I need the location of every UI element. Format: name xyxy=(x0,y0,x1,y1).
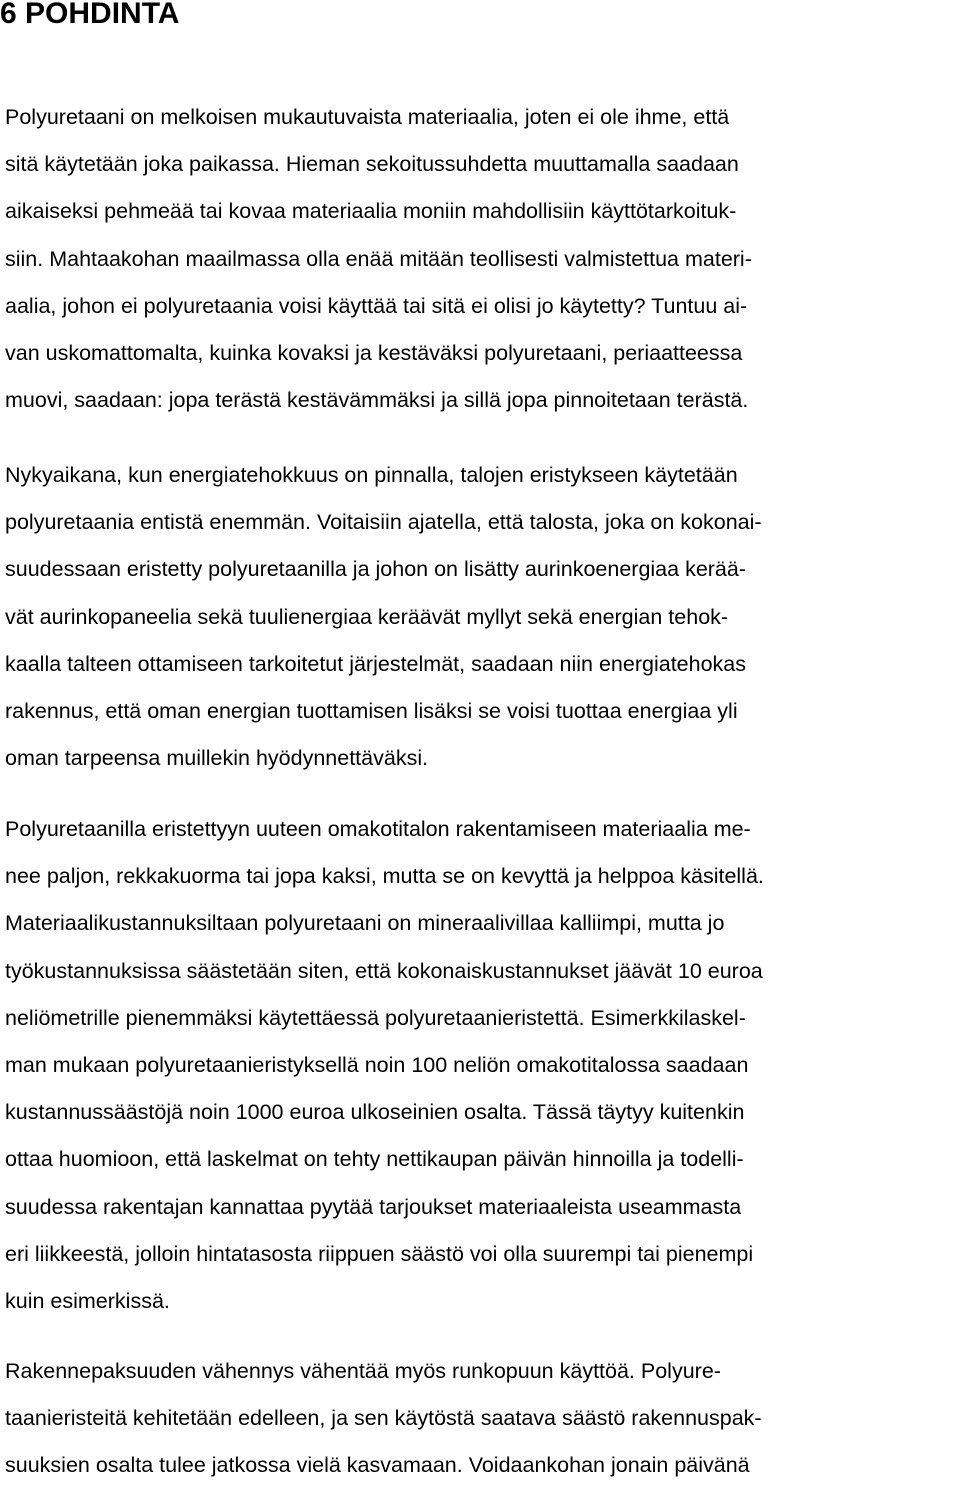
text-line: eri liikkeestä, jolloin hintatasosta riippuen säästö voi olla suurempi tai pienempi xyxy=(5,1241,754,1266)
text-line: Rakennepaksuuden vähennys vähentää myös runkopuun käyttöä. Polyure- xyxy=(5,1359,721,1383)
text-line: oman tarpeensa muillekin hyödynnettäväksi. xyxy=(5,746,429,771)
text-line: van uskomattomalta, kuinka kovaksi ja kestäväksi polyuretaani, periaatteessa xyxy=(5,340,743,365)
text-line: neliömetrille pienemmäksi käytettäessä polyuretaanieristettä. Esimerkkilaskel- xyxy=(5,1005,746,1030)
text-line: suuksien osalta tulee jatkossa vielä kasvamaan. Voidaankohan jonain päivänä xyxy=(5,1453,750,1478)
text-line: kaalla talteen ottamiseen tarkoitetut järjestelmät, saadaan niin energiatehokas xyxy=(5,651,747,676)
text-line: kustannussäästöjä noin 1000 euroa ulkoseinien osalta. Tässä täytyy kuitenkin xyxy=(5,1100,745,1125)
paragraph-4 xyxy=(5,1348,762,1490)
text-line: taanieristeitä kehitetään edelleen, ja sen käytöstä saatava säästö rakennuspak- xyxy=(5,1406,762,1431)
text-line: polyuretaania entistä enemmän. Voitaisiin ajatella, että talosta, joka on kokonai- xyxy=(5,510,762,535)
text-line: ottaa huomioon, että laskelmat on tehty nettikaupan päivän hinnoilla ja todelli- xyxy=(5,1147,744,1172)
text-line: kuin esimerkissä. xyxy=(5,1288,170,1313)
text-line: suudessa rakentajan kannattaa pyytää tarjoukset materiaaleista useammasta xyxy=(5,1194,742,1219)
paragraph-1 xyxy=(5,94,752,424)
text-line: Nykyaikana, kun energiatehokkuus on pinnalla, talojen eristykseen käytetään xyxy=(5,463,738,487)
text-line: muovi, saadaan: jopa terästä kestävämmäksi ja sillä jopa pinnoitetaan terästä. xyxy=(5,388,749,413)
text-line: suudessaan eristetty polyuretaanilla ja johon on lisätty aurinkoenergiaa kerää- xyxy=(5,557,747,582)
text-line: siin. Mahtaakohan maailmassa olla enää mitään teollisesti valmistettua materi- xyxy=(5,246,752,271)
text-line: Polyuretaanilla eristettyyn uuteen omakotitalon rakentamiseen materiaalia me- xyxy=(5,817,751,841)
paragraph-3 xyxy=(5,806,764,1325)
text-line: aikaiseksi pehmeää tai kovaa materiaalia moniin mahdollisiin käyttötarkoituk- xyxy=(5,199,737,224)
text-line: Materiaalikustannuksiltaan polyuretaani on mineraalivillaa kalliimpi, mutta jo xyxy=(5,911,725,936)
text-line: rakennus, että oman energian tuottamisen lisäksi se voisi tuottaa energiaa yli xyxy=(5,698,738,723)
text-line: työkustannuksissa säästetään siten, että kokonaiskustannukset jäävät 10 euroa xyxy=(5,958,763,983)
text-line: nee paljon, rekkakuorma tai jopa kaksi, mutta se on kevyttä ja helppoa käsitellä. xyxy=(5,864,764,889)
text-line: man mukaan polyuretaanieristyksellä noin 100 neliön omakotitalossa saadaan xyxy=(5,1052,749,1077)
text-line: Polyuretaani on melkoisen mukautuvaista materiaalia, joten ei ole ihme, että xyxy=(5,105,730,129)
text-line: sitä käytetään joka paikassa. Hieman sekoitussuhdetta muuttamalla saadaan xyxy=(5,152,739,177)
text-line: vät aurinkopaneelia sekä tuulienergiaa keräävät myllyt sekä energian tehok- xyxy=(5,604,729,629)
paragraph-2 xyxy=(5,452,762,782)
text-line: aalia, johon ei polyuretaania voisi käyttää tai sitä ei olisi jo käytetty? Tuntuu ai- xyxy=(5,293,748,318)
section-heading: 6 POHDINTA xyxy=(0,0,180,30)
